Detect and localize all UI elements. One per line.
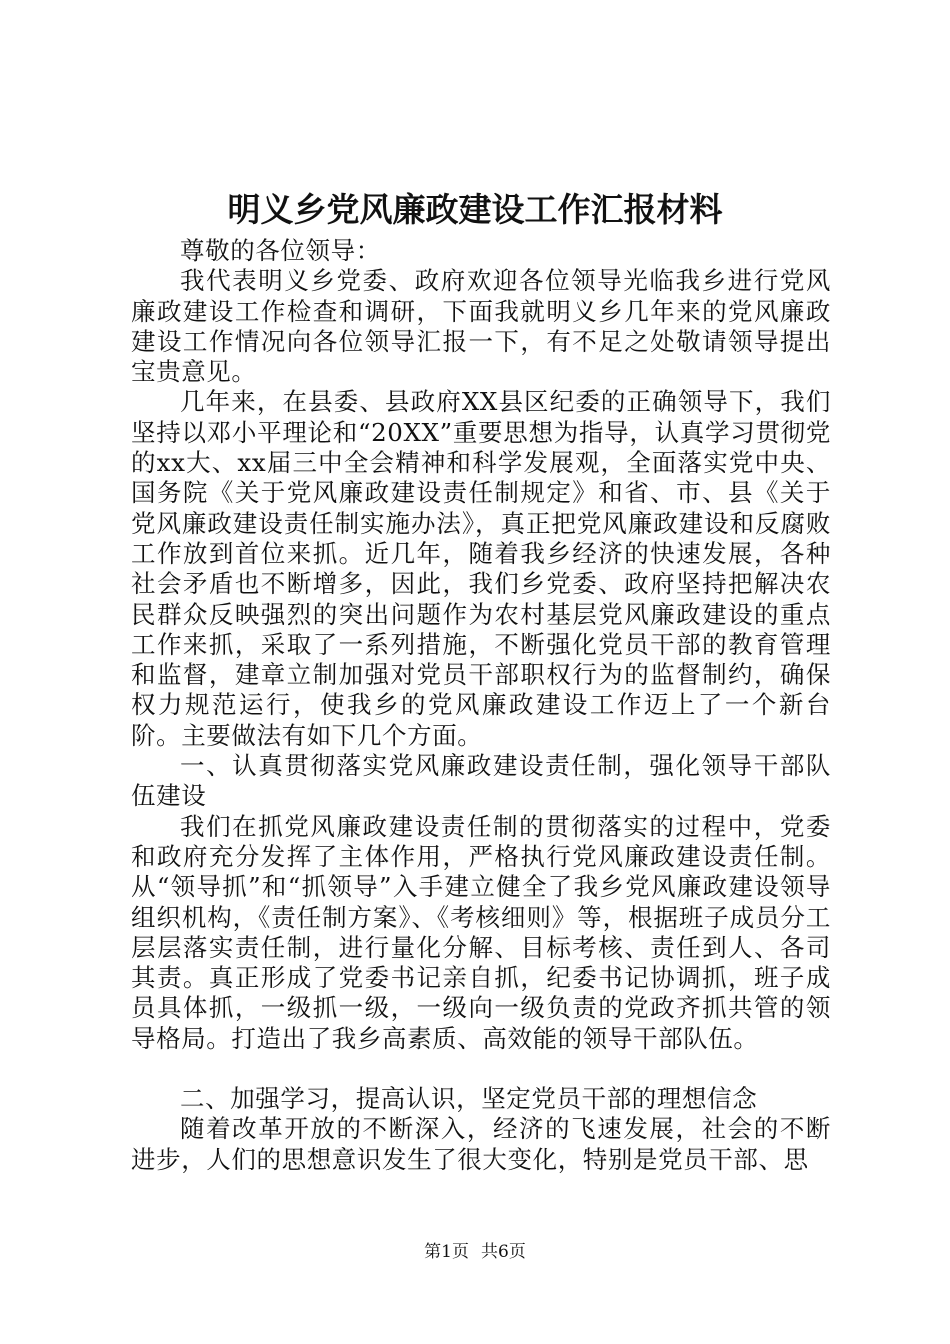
background-paragraph: 几年来，在县委、县政府XX县区纪委的正确领导下，我们坚持以邓小平理论和“20XX”重要思想为指导，认真学习贯彻党的xx大、xx届三中全会精神和科学发展观，全面落实党中央、国务院《关于党风廉政建设责任制规定》和省、市、县《关于党风廉政建设责任制实施办法》，真正把党风廉政建设和反腐败工作放到首位来抓。近几年，随着我乡经济的快速发展，各种社会矛盾也不断增多，因此，我们乡党委、政府坚持把解决农民群众反映强烈的突出问题作为农村基层党风廉政建设的重点工作来抓，采取了一系列措施，不断强化党员干部的教育管理和监督，建章立制加强对党员干部职权行为的监督制约，确保权力规范运行，使我乡的党风廉政建设工作迈上了一个新台阶。主要做法有如下几个方面。 [131,387,831,750]
page-number: 第1页 [424,1242,469,1262]
section-2-paragraph: 随着改革开放的不断深入，经济的飞速发展，社会的不断进步，人们的思想意识发生了很大变化，特别是党员干部、思 [131,1114,831,1174]
section-heading-1: 一、认真贯彻落实党风廉政建设责任制，强化领导干部队伍建设 [131,751,831,811]
document-title: 明义乡党风廉政建设工作汇报材料 [227,190,723,229]
salutation-paragraph: 尊敬的各位领导： [180,236,381,265]
page-footer [0,1241,950,1263]
section-heading-2: 二、加强学习，提高认识，坚定党员干部的理想信念 [180,1084,758,1114]
section-1-paragraph: 我们在抓党风廉政建设责任制的贯彻落实的过程中，党委和政府充分发挥了主体作用，严格执行党风廉政建设责任制。从“领导抓”和“抓领导”入手建立健全了我乡党风廉政建设领导组织机构，《责任制方案》、《考核细则》等，根据班子成员分工层层落实责任制，进行量化分解、目标考核、责任到人、各司其责。真正形成了党委书记亲自抓，纪委书记协调抓，班子成员具体抓，一级抓一级，一级向一级负责的党政齐抓共管的领导格局。打造出了我乡高素质、高效能的领导干部队伍。 [131,811,831,1053]
document-body [131,236,831,1175]
page-total: 共6页 [481,1242,526,1262]
intro-paragraph: 我代表明义乡党委、政府欢迎各位领导光临我乡进行党风廉政建设工作检查和调研，下面我就明义乡几年来的党风廉政建设工作情况向各位领导汇报一下，有不足之处敬请领导提出宝贵意见。 [131,266,831,387]
